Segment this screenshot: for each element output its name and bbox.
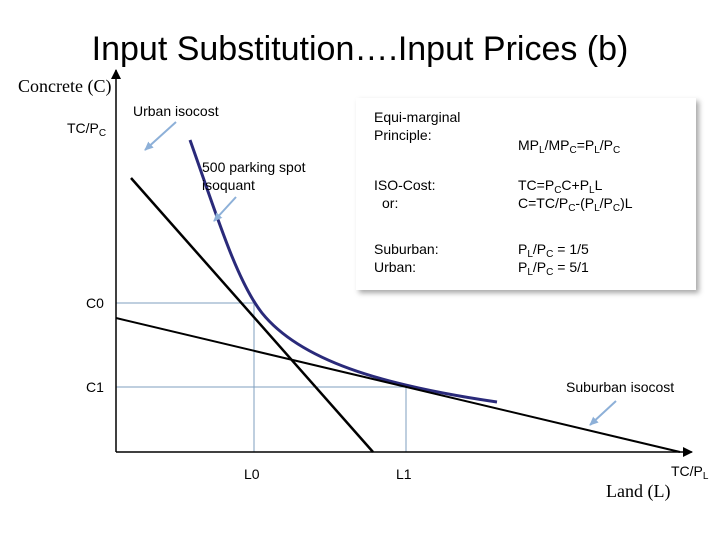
- x-tick-l1: L1: [396, 466, 412, 482]
- urban-price-ratio: $P_L/P_C = 5/1$: [518, 259, 589, 278]
- price-ratio-labels: Suburban: Urban:: [374, 241, 439, 275]
- suburban-isocost-label: Suburban isocost: [566, 379, 675, 395]
- isoquant-label: 500 parking spot isoquant: [202, 159, 306, 193]
- iso-cost-equation: $TC=P_CC+P_LL$: [518, 177, 603, 196]
- equations-box: [356, 98, 696, 290]
- x-tick-l0: L0: [244, 466, 260, 482]
- iso-cost-rearranged: $C=TC/P_C-(P_L/P_C)L$: [518, 195, 633, 214]
- y-axis-label: Concrete (C): [18, 76, 112, 96]
- urban-isocost-line: [131, 178, 373, 452]
- equi-marginal-label: Equi-marginal Principle:: [374, 109, 461, 143]
- y-intercept-label: $TC/P_C$: [67, 120, 107, 139]
- isoquant-arrow: [214, 197, 236, 221]
- urban-isocost-arrow: [145, 122, 176, 150]
- suburban-isocost-arrow: [590, 401, 616, 425]
- x-axis-label: Land (L): [606, 481, 671, 501]
- equi-marginal-equation: $MP_L/MP_C=P_L/P_C$: [518, 137, 621, 156]
- x-intercept-label: $TC/P_L$: [671, 463, 709, 482]
- y-tick-c1: C1: [86, 379, 104, 395]
- urban-isocost-label: Urban isocost: [133, 103, 219, 119]
- slide-title: Input Substitution….Input Prices (b): [91, 30, 629, 68]
- y-tick-c0: C0: [86, 295, 104, 311]
- iso-cost-label: ISO-Cost: or:: [374, 177, 436, 211]
- suburban-price-ratio: $P_L/P_C = 1/5$: [518, 241, 589, 260]
